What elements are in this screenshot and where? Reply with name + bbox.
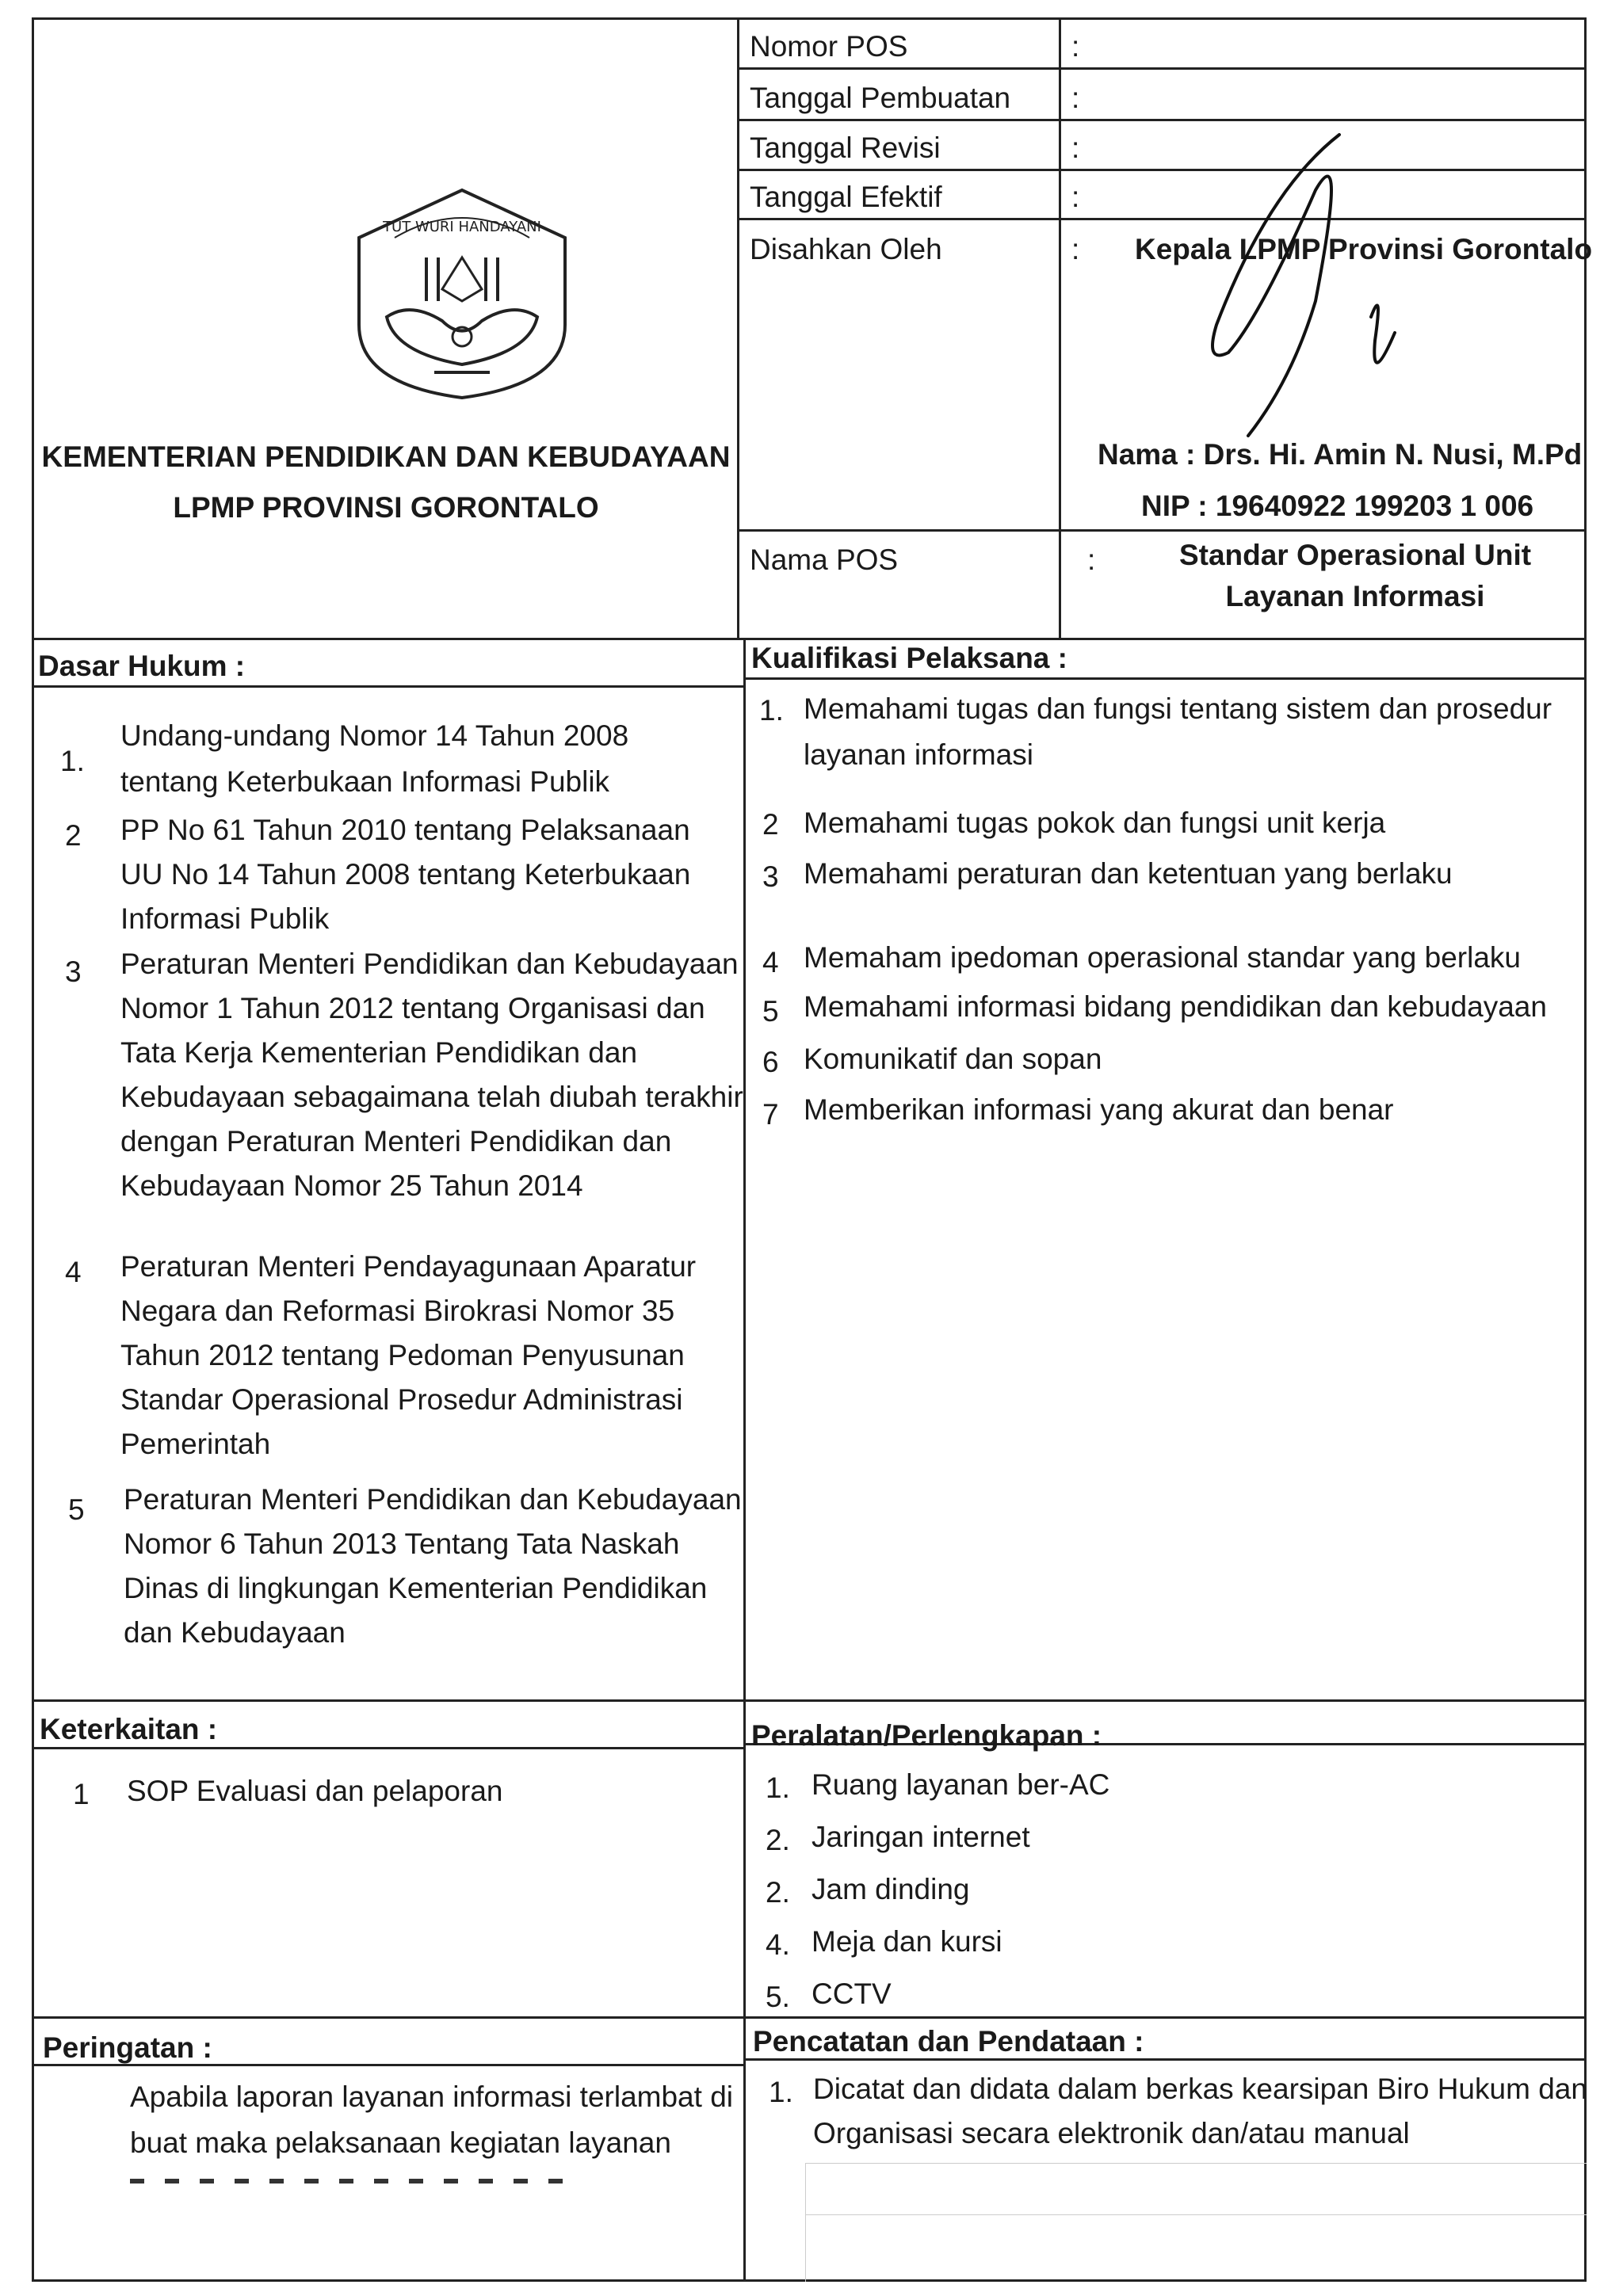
pencatatan-title: Pencatatan dan Pendataan : <box>753 2025 1144 2058</box>
field-label-tanggal-pembuatan: Tanggal Pembuatan <box>750 82 1011 114</box>
row-line <box>737 218 1587 220</box>
peringatan-title: Peringatan : <box>43 2031 212 2064</box>
dasar-hukum-item-3-line-6: Kebudayaan Nomor 25 Tahun 2014 <box>120 1169 583 1202</box>
field-colon: : <box>1071 30 1080 63</box>
tut-wuri-handayani-logo <box>339 182 585 404</box>
field-label-tanggal-efektif: Tanggal Efektif <box>750 181 942 213</box>
peralatan-item-3: Jam dinding <box>812 1873 970 1905</box>
row-line <box>737 67 1587 70</box>
list-number: 1 <box>73 1778 90 1810</box>
dasar-hukum-item-5-line-3: Dinas di lingkungan Kementerian Pendidikan <box>124 1572 708 1604</box>
dasar-hukum-item-4-line-4: Standar Operasional Prosedur Administrasi <box>120 1383 683 1416</box>
field-colon: : <box>1071 181 1080 213</box>
list-number: 3 <box>65 955 82 988</box>
peringatan-line-2: buat maka pelaksanaan kegiatan layanan <box>130 2126 671 2159</box>
row-line <box>737 529 1587 532</box>
peralatan-item-1: Ruang layanan ber-AC <box>812 1768 1110 1801</box>
faint-ruling-line <box>805 2163 806 2282</box>
field-colon: : <box>1071 233 1080 265</box>
pos-name-line-1: Standar Operasional Unit <box>1178 539 1532 571</box>
peralatan-item-5: CCTV <box>812 1978 892 2010</box>
dasar-hukum-item-2-line-1: PP No 61 Tahun 2010 tentang Pelaksanaan <box>120 814 690 846</box>
column-divider-body <box>743 638 746 2282</box>
section-line <box>32 1747 745 1749</box>
kualifikasi-item-7: Memberikan informasi yang akurat dan benar <box>804 1093 1394 1126</box>
kualifikasi-title: Kualifikasi Pelaksana : <box>751 642 1067 674</box>
section-line <box>32 638 1587 640</box>
dasar-hukum-item-1-line-1: Undang-undang Nomor 14 Tahun 2008 <box>120 719 629 752</box>
dasar-hukum-item-1-line-2: tentang Keterbukaan Informasi Publik <box>120 765 610 798</box>
kualifikasi-item-5: Memahami informasi bidang pendidikan dan kebudayaan <box>804 990 1547 1023</box>
signer-name: Nama : Drs. Hi. Amin N. Nusi, M.Pd <box>1098 438 1583 471</box>
dasar-hukum-item-2-line-2: UU No 14 Tahun 2008 tentang Keterbukaan <box>120 858 691 891</box>
list-number: 2 <box>65 819 82 852</box>
list-number: 5. <box>766 1981 790 2013</box>
list-number: 3 <box>762 860 779 893</box>
kualifikasi-item-3: Memahami peraturan dan ketentuan yang berlaku <box>804 857 1453 890</box>
column-divider-top <box>737 17 739 639</box>
pos-name-label: Nama POS <box>750 543 899 576</box>
list-number: 6 <box>762 1046 779 1078</box>
list-number: 4. <box>766 1928 790 1961</box>
list-number: 2. <box>766 1824 790 1856</box>
dasar-hukum-item-4-line-5: Pemerintah <box>120 1428 271 1460</box>
dasar-hukum-item-4-line-2: Negara dan Reformasi Birokrasi Nomor 35 <box>120 1295 675 1327</box>
section-line <box>743 677 1587 680</box>
list-number: 1. <box>60 745 85 777</box>
pos-name-line-2: Layanan Informasi <box>1225 580 1485 612</box>
ministry-name: KEMENTERIAN PENDIDIKAN DAN KEBUDAYAAN <box>41 441 731 473</box>
peralatan-item-4: Meja dan kursi <box>812 1925 1002 1958</box>
dasar-hukum-item-4-line-1: Peraturan Menteri Pendayagunaan Aparatur <box>120 1250 697 1283</box>
dasar-hukum-item-2-line-3: Informasi Publik <box>120 902 330 935</box>
field-label-nomor-pos: Nomor POS <box>750 30 908 63</box>
list-number: 2 <box>762 808 779 841</box>
dasar-hukum-item-3-line-3: Tata Kerja Kementerian Pendidikan dan <box>120 1036 638 1069</box>
dasar-hukum-item-3-line-2: Nomor 1 Tahun 2012 tentang Organisasi dan <box>120 992 705 1024</box>
kualifikasi-item-4: Memaham ipedoman operasional standar yang berlaku <box>804 941 1521 974</box>
kualifikasi-item-6: Komunikatif dan sopan <box>804 1043 1102 1075</box>
list-number: 4 <box>65 1256 82 1288</box>
dasar-hukum-title: Dasar Hukum : <box>38 650 246 682</box>
list-number: 4 <box>762 946 779 978</box>
section-line <box>32 2016 1587 2019</box>
logo-motto-text: TUT WURI HANDAYANI <box>383 219 541 235</box>
faint-ruling-line <box>805 2163 1587 2164</box>
signer-nip: NIP : 19640922 199203 1 006 <box>1141 490 1534 522</box>
kualifikasi-item-2: Memahami tugas pokok dan fungsi unit kerja <box>804 807 1386 839</box>
peralatan-item-2: Jaringan internet <box>812 1821 1030 1853</box>
dasar-hukum-item-3-line-4: Kebudayaan sebagaimana telah diubah terakhir <box>120 1081 743 1113</box>
list-number: 1. <box>759 694 784 727</box>
list-number: 7 <box>762 1098 779 1131</box>
row-line <box>737 119 1587 121</box>
peringatan-line-1: Apabila laporan layanan informasi terlambat di <box>130 2081 733 2113</box>
dasar-hukum-item-4-line-3: Tahun 2012 tentang Pedoman Penyusunan <box>120 1339 685 1371</box>
keterkaitan-item-1: SOP Evaluasi dan pelaporan <box>127 1775 503 1807</box>
list-number: 1. <box>769 2076 793 2108</box>
list-number: 1. <box>766 1772 790 1804</box>
field-label-tanggal-revisi: Tanggal Revisi <box>750 132 941 164</box>
dasar-hukum-item-5-line-2: Nomor 6 Tahun 2013 Tentang Tata Naskah <box>124 1527 680 1560</box>
keterkaitan-title: Keterkaitan : <box>40 1713 218 1745</box>
dasar-hukum-item-5-line-4: dan Kebudayaan <box>124 1616 346 1649</box>
peralatan-title: Peralatan/Perlengkapan : <box>751 1719 1102 1752</box>
list-number: 5 <box>762 995 779 1028</box>
field-colon: : <box>1071 132 1080 164</box>
pencatatan-item-1-line-2: Organisasi secara elektronik dan/atau manual <box>813 2117 1410 2149</box>
faint-ruling-line <box>805 2214 1587 2215</box>
list-number: 2. <box>766 1876 790 1909</box>
unit-name: LPMP PROVINSI GORONTALO <box>173 491 599 524</box>
header-field-divider <box>1059 17 1061 639</box>
field-colon: : <box>1071 82 1080 114</box>
row-line <box>737 169 1587 171</box>
field-label-disahkan-oleh: Disahkan Oleh <box>750 233 942 265</box>
dasar-hukum-item-3-line-5: dengan Peraturan Menteri Pendidikan dan <box>120 1125 672 1158</box>
approver-title: Kepala LPMP Provinsi Gorontalo <box>1135 233 1593 265</box>
kualifikasi-item-1-line-1: Memahami tugas dan fungsi tentang sistem dan prosedur <box>804 692 1552 725</box>
kualifikasi-item-1-line-2: layanan informasi <box>804 738 1033 771</box>
dasar-hukum-item-5-line-1: Peraturan Menteri Pendidikan dan Kebudayaan <box>124 1483 742 1516</box>
pos-name-colon: : <box>1087 543 1096 576</box>
section-line <box>32 685 745 688</box>
dasar-hukum-item-3-line-1: Peraturan Menteri Pendidikan dan Kebudayaan <box>120 948 739 980</box>
pencatatan-item-1-line-1: Dicatat dan didata dalam berkas kearsipan Biro Hukum dan <box>813 2073 1587 2105</box>
list-number: 5 <box>68 1493 85 1526</box>
section-line <box>32 1699 1587 1702</box>
cut-off-text-fragment <box>130 2179 574 2183</box>
